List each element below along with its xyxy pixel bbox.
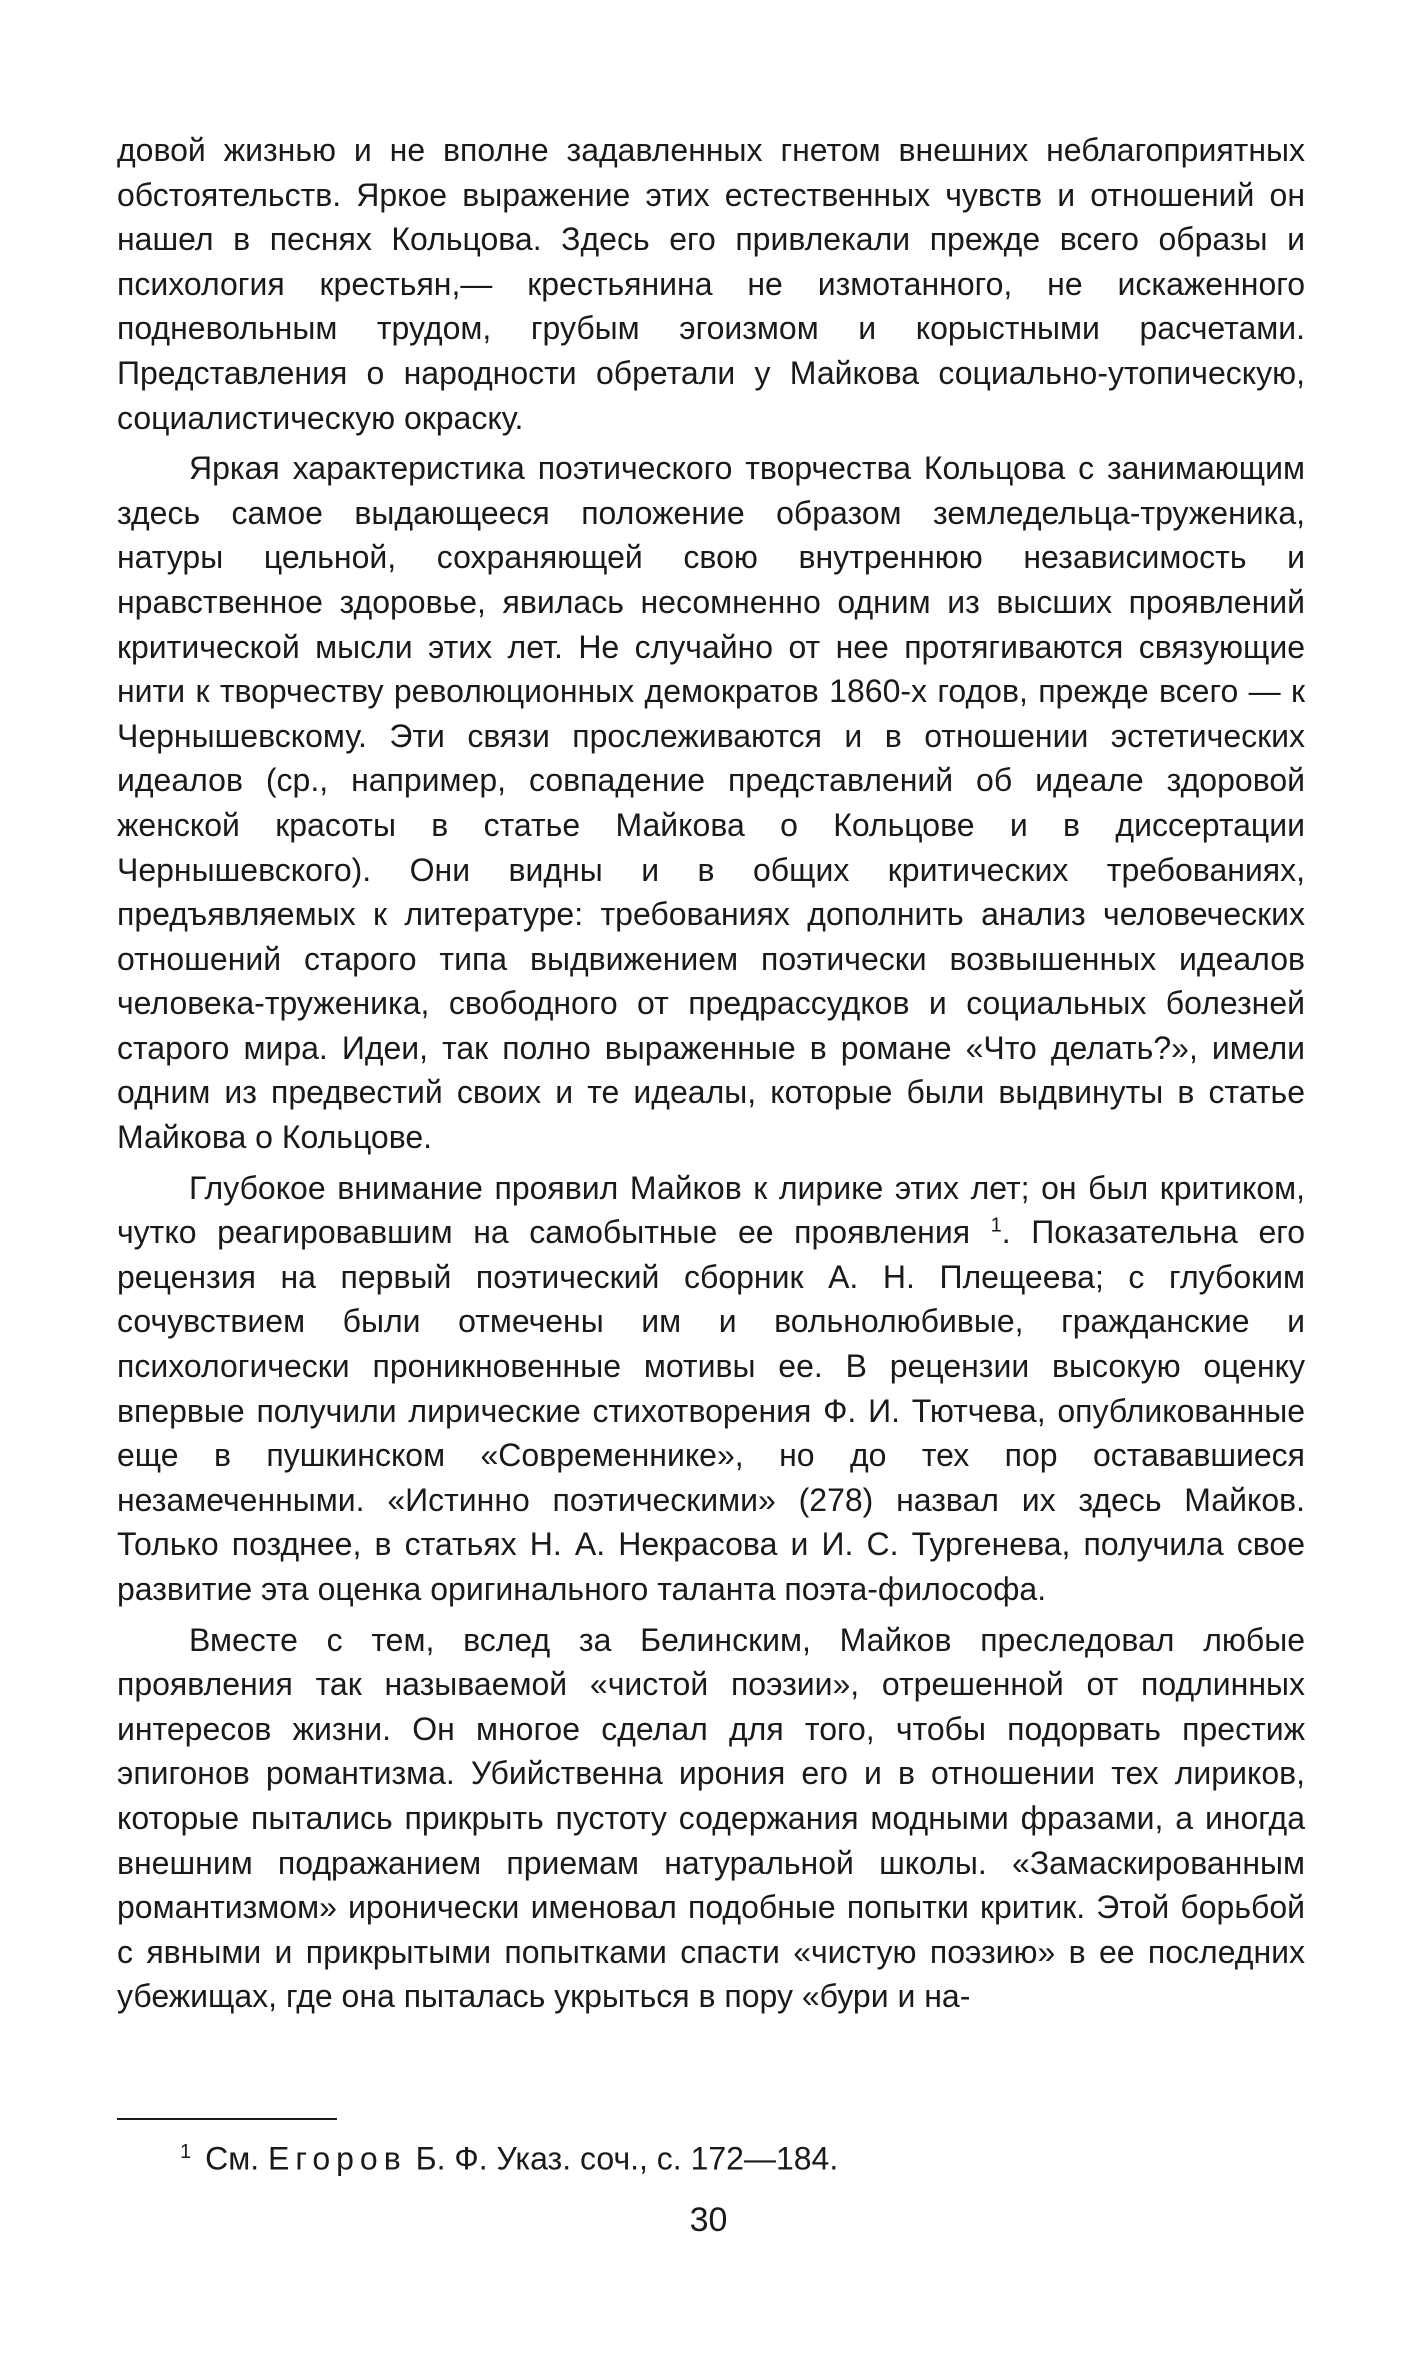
paragraph-2: Яркая характеристика поэтического творчества Кольцова с занимающим здесь самое выдающееся положение образом земледельца-труженика, натуры цельной, сохраняющей свою внутреннюю независимость и нравственное здоровье, явилась несомненно одним из высших проявлений критической мысли этих лет. Не случайно от нее протягиваются связующие нити к творчеству революционных демократов 1860-х годов, прежде всего — к Чернышевскому. Эти связи прослеживаются и в отношении эстетических идеалов (ср., например, совпадение представлений об идеале здоровой женской красоты в статье Майкова о Кольцове и в диссертации Чернышевского). Они видны и в общих критических требованиях, предъявляемых к литературе: требованиях дополнить анализ человеческих отношений старого типа выдвижением поэтически возвышенных идеалов человека-труженика, свободного от предрассудков и социальных болезней старого мира. Идеи, так полно выраженные в романе «Что делать?», имели одним из предвестий своих и те идеалы, которые были выдвинуты в статье Майкова о Кольцове. xyxy=(117,450,1305,1156)
footnote xyxy=(180,2132,1280,2179)
paragraph-3 xyxy=(117,1166,1305,1612)
paragraph-4: Вместе с тем, вслед за Белинским, Майков преследовал любые проявления так называемой «чистой поэзии», отрешенной от подлинных интересов жизни. Он многое сделал для того, чтобы подорвать престиж эпигонов романтизма. Убийственна ирония его и в отношении тех лириков, которые пытались прикрыть пустоту содержания модными фразами, а иногда внешним подражанием приемам натуральной школы. «Замаскированным романтизмом» иронически именовал подобные попытки критик. Этой борьбой с явными и прикрытыми попытками спасти «чистую поэзию» в ее последних убежищах, где она пыталась укрыться в пору «бури и на- xyxy=(117,1621,1305,2015)
footnote-mark: 1 xyxy=(180,2141,192,2163)
paragraph-1: довой жизнью и не вполне задавленных гнетом внешних неблагоприятных обстоятельств. Яркое выражение этих естественных чувств и отношений он нашел в песнях Кольцова. Здесь его привлекали прежде всего образы и психология крестьян,— крестьянина не измотанного, не искаженного подневольным трудом, грубым эгоизмом и корыстными расчетами. Представления о народности обретали у Майкова социально-утопическую, социалистическую окраску. xyxy=(117,132,1305,436)
footnote-reference: 1 xyxy=(990,1214,1002,1237)
page-body xyxy=(117,128,1305,2019)
footnote-author: Егоров xyxy=(268,2140,407,2177)
footnote-prefix: См. xyxy=(205,2140,260,2177)
footnote-divider xyxy=(117,2118,337,2120)
paragraph-3-text-end: . Показательна его рецензия на первый поэтический сборник А. Н. Плещеева; с глубоким сочувствием были отмечены им и вольнолюбивые, гражданские и психологически проникновенные мотивы ее. В рецензии высокую оценку впервые получили лирические стихотворения Ф. И. Тютчева, опубликованные еще в пушкинском «Современнике», но до тех пор остававшиеся незамеченными. «Истинно поэтическими» (278) назвал их здесь Майков. Только позднее, в статьях Н. А. Некрасова и И. С. Тургенева, получила свое развитие эта оценка оригинального таланта поэта-философа. xyxy=(117,1214,1306,1607)
paragraph-3-text-start: Глубокое внимание проявил Майков к лирике этих лет; он был критиком, чутко реагировавшим на самобытные ее проявления xyxy=(117,1169,1305,1251)
footnote-citation: Б. Ф. Указ. соч., с. 172—184. xyxy=(415,2140,839,2177)
page-number: 30 xyxy=(689,2201,728,2239)
